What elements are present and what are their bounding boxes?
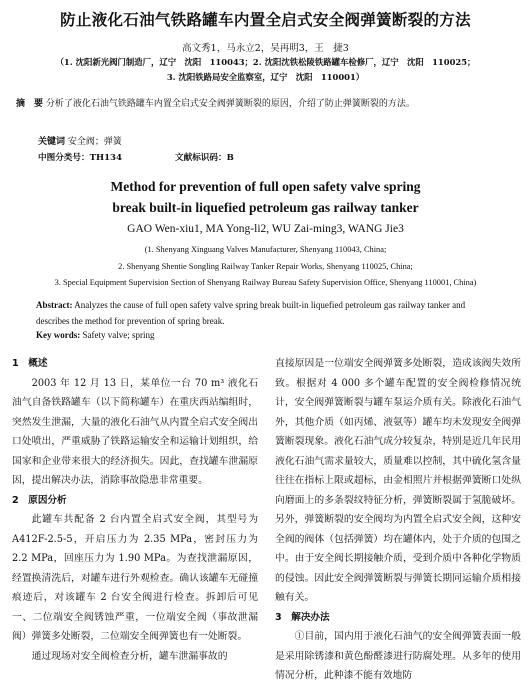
section-1-paragraph: 2003 年 12 月 13 日，某单位一台 70 m³ 液化石油气自备铁路罐车（以下简称罐车）在重庆西站编组时，突然发生泄漏，大量的液化石油气从内置全启式安全阀出口处喷出，严重威胁了铁路运输安全和运输计划组织，给国家和企业带来很大的经济损失。因此，查找罐车泄漏原因，提出解决办法，消除事故隐患非常重要。: [12, 377, 258, 486]
classification-number: 中图分类号：TH134: [38, 153, 123, 163]
english-keywords-label: Key words:: [36, 330, 81, 340]
chinese-title: 防止液化石油气铁路罐车内置全启式安全阀弹簧断裂的方法: [60, 11, 471, 29]
english-affiliation-line3: 3. Special Equipment Supervision Section of Shenyang Railway Bureau Safety Supervision Office, Shenyang 110001, China): [54, 278, 477, 287]
chinese-abstract-label: 摘 要: [16, 99, 44, 109]
section-2-paragraph-2: 通过现场对安全阀检查分析，罐车泄漏事故的: [31, 650, 228, 662]
chinese-affiliation-line2: 3. 沈阳铁路局安全监察室，辽宁 沈阳 110001）: [166, 72, 365, 82]
english-affiliation-line1: (1. Shenyang Xinguang Valves Manufacturer, Shenyang 110043, China;: [144, 245, 387, 254]
chinese-affiliation-line1: （1. 沈阳新光阀门制造厂，辽宁 沈阳 110043；2. 沈阳沈铁松陵铁路罐车检修厂，辽宁 沈阳 110025；: [55, 57, 476, 67]
english-title-line1: Method for prevention of full open safety valve spring: [110, 179, 421, 194]
chinese-keywords-text: 安全阀；弹簧: [67, 137, 122, 147]
chinese-keywords: [38, 134, 122, 147]
chinese-abstract: [16, 97, 514, 112]
english-authors: GAO Wen-xiu1, MA Yong-li2, WU Zai-ming3, WANG Jie3: [127, 223, 404, 235]
english-affiliation-line2: 2. Shenyang Shentie Songling Railway Tanker Repair Works, Shenyang 110025, China;: [118, 262, 413, 271]
document-code: 文献标识码：B: [175, 153, 234, 163]
section-2-heading: 2 原因分析: [12, 494, 67, 506]
chinese-keywords-label: 关键词: [38, 137, 66, 147]
english-title-line2: break built-in liquefied petroleum gas railway tanker: [112, 200, 419, 215]
section-1-heading: 1 概述: [12, 358, 48, 369]
section-3-heading: 3 解决办法: [275, 611, 330, 623]
left-column: [12, 354, 258, 666]
section-2-paragraph-1: 此罐车共配备 2 台内置全启式安全阀，其型号为 A412F-2.5-5，开启压力为 2.35 MPa，密封压力为 2.2 MPa，回座压力为 1.90 MPa。为查找泄漏原因，经置换清洗后，对罐车进行外观检查。确认该罐车无碰撞痕迹后，对该罐车 2 台安全阀进行检查。拆卸后可见一、二位端安全阀锈蚀严重，一位端安全阀（事故泄漏阀）弹簧多处断裂，二位端安全阀弹簧也有一处断裂。: [12, 514, 258, 642]
chinese-authors: 高文秀1，马永立2，吴再明3，王 捷3: [182, 43, 349, 54]
section-3-paragraph: ①目前，国内用于液化石油气的安全阀弹簧表面一般是采用除锈漆和黄色酚醛漆进行防腐处理。从多年的使用情况分析，此种漆不能有效地防: [275, 631, 521, 681]
english-abstract-label: Abstract:: [36, 300, 73, 310]
english-abstract-text: Analyzes the cause of full open safety valve spring break built-in liquefied petroleum gas railway tanker and describes the method for prevention of spring break.: [36, 300, 466, 326]
chinese-abstract-text: 分析了液化石油气铁路罐车内置全启式安全阀弹簧断裂的原因，介绍了防止弹簧断裂的方法。: [45, 99, 415, 109]
right-column: [275, 354, 521, 686]
english-abstract: [36, 298, 498, 329]
section-2-continuation: 直接原因是一位端安全阀弹簧多处断裂，造成该阀失效所致。根据对 4 000 多个罐车配置的安全阀检修情况统计，安全阀弹簧断裂与罐车泵运介质有关。除液化石油气外，其他介质（如丙烯、液氨等）罐车均未发现安全阀弹簧断裂现象。液化石油气成分较复杂，特别是近几年民用液化石油气需求量较大，质量难以控制，其中硫化氢含量往往在指标上限或超标，由金相照片并根据弹簧断口处纵向磨面上的多条裂纹特征分析，弹簧断裂属于氢脆破坏。另外，弹簧断裂的安全阀均为内置全启式安全阀，这种安全阀的阀体（包括弹簧）均在罐体内，处于介质的包围之中。由于安全阀长期接触介质，受到介质中各种化学物质的侵蚀。因此安全阀弹簧断裂与弹簧长期同运输介质相接触有关。: [275, 358, 521, 603]
english-keywords-text: Safety valve; spring: [80, 330, 155, 340]
english-keywords: [36, 330, 154, 340]
